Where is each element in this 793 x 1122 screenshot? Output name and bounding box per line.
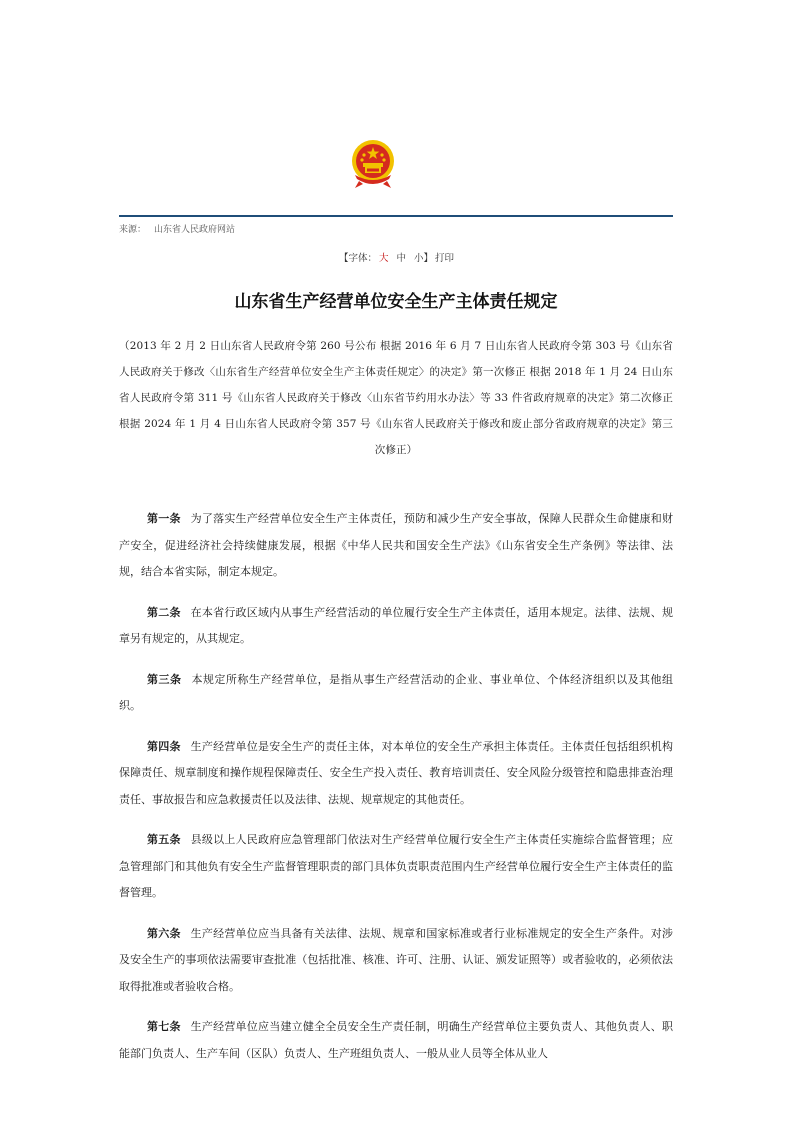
document-preamble: （2013 年 2 月 2 日山东省人民政府令第 260 号公布 根据 2016 年 6 月 7 日山东省人民政府令第 303 号《山东省人民政府关于修改〈山东省生产经营单位安全生产主体责任规定〉的决定》第一次修正 根据 2018 年 1 月 24 日山东省人民政府令第 311 号《山东省人民政府关于修改〈山东省节约用水办法〉等 33 件省政府规章的决定》第二次修正 根据 2024 年 1 月 4 日山东省人民政府令第 357 号《山东省人民政府关于修改和废止部分省政府规章的决定》第三次修正） (119, 340, 673, 456)
article-number: 第二条 (147, 605, 181, 619)
article-text: 本规定所称生产经营单位，是指从事生产经营活动的企业、事业单位、个体经济组织以及其他组织。 (119, 672, 674, 712)
article-paragraph (119, 734, 673, 814)
article-paragraph (119, 600, 673, 653)
font-small-link[interactable]: 小】 (414, 253, 434, 264)
article-number: 第五条 (147, 833, 181, 846)
article-number: 第七条 (147, 1020, 181, 1033)
article-paragraph (119, 1014, 673, 1067)
article-number: 第三条 (147, 672, 182, 686)
font-size-toolbar (0, 250, 793, 264)
article-text: 为了落实生产经营单位安全生产主体责任，预防和减少生产安全事故，保障人民群众生命健康和财产安全，促进经济社会持续健康发展，根据《中华人民共和国安全生产法》《山东省安全生产条例》等法律、法规，结合本省实际，制定本规定。 (119, 512, 674, 578)
source-value: 山东省人民政府网站 (154, 225, 236, 235)
font-large-link[interactable]: 大 (378, 253, 389, 264)
font-size-label: 【字体： (338, 253, 377, 264)
source-line (119, 222, 235, 235)
article-paragraph (119, 667, 673, 720)
article-text: 生产经营单位是安全生产的责任主体，对本单位的安全生产承担主体责任。主体责任包括组织机构保障责任、规章制度和操作规程保障责任、安全生产投入责任、教育培训责任、安全风险分级管控和隐患排查治理责任、事故报告和应急救援责任以及法律、法规、规章规定的其他责任。 (119, 739, 674, 806)
article-text: 县级以上人民政府应急管理部门依法对生产经营单位履行安全生产主体责任实施综合监督管理；应急管理部门和其他负有安全生产监督管理职责的部门具体负责职责范围内生产经营单位履行安全生产主体责任的监督管理。 (119, 833, 674, 899)
article-paragraph (119, 506, 673, 586)
source-label: 来源： (119, 225, 147, 235)
article-list (119, 506, 673, 1081)
header-divider (119, 215, 673, 217)
font-medium-link[interactable]: 中 (396, 253, 406, 264)
document-title: 山东省生产经营单位安全生产主体责任规定 (234, 292, 558, 312)
article-text: 在本省行政区域内从事生产经营活动的单位履行安全生产主体责任，适用本规定。法律、法规、规章另有规定的，从其规定。 (119, 605, 674, 645)
article-text: 生产经营单位应当建立健全全员安全生产责任制，明确生产经营单位主要负责人、其他负责人、职能部门负责人、生产车间（区队）负责人、生产班组负责人、一般从业人员等全体从业人 (119, 1020, 674, 1060)
article-paragraph (119, 921, 673, 1001)
national-emblem-icon (349, 139, 397, 191)
article-text: 生产经营单位应当具备有关法律、法规、规章和国家标准或者行业标准规定的安全生产条件。对涉及安全生产的事项依法需要审查批准（包括批准、核准、许可、注册、认证、颁发证照等）或者验收的，必须依法取得批准或者验收合格。 (119, 926, 674, 993)
article-paragraph (119, 827, 673, 907)
article-number: 第四条 (147, 739, 181, 753)
article-number: 第一条 (147, 512, 181, 525)
print-link[interactable]: 打印 (435, 253, 455, 264)
article-number: 第六条 (147, 926, 181, 940)
